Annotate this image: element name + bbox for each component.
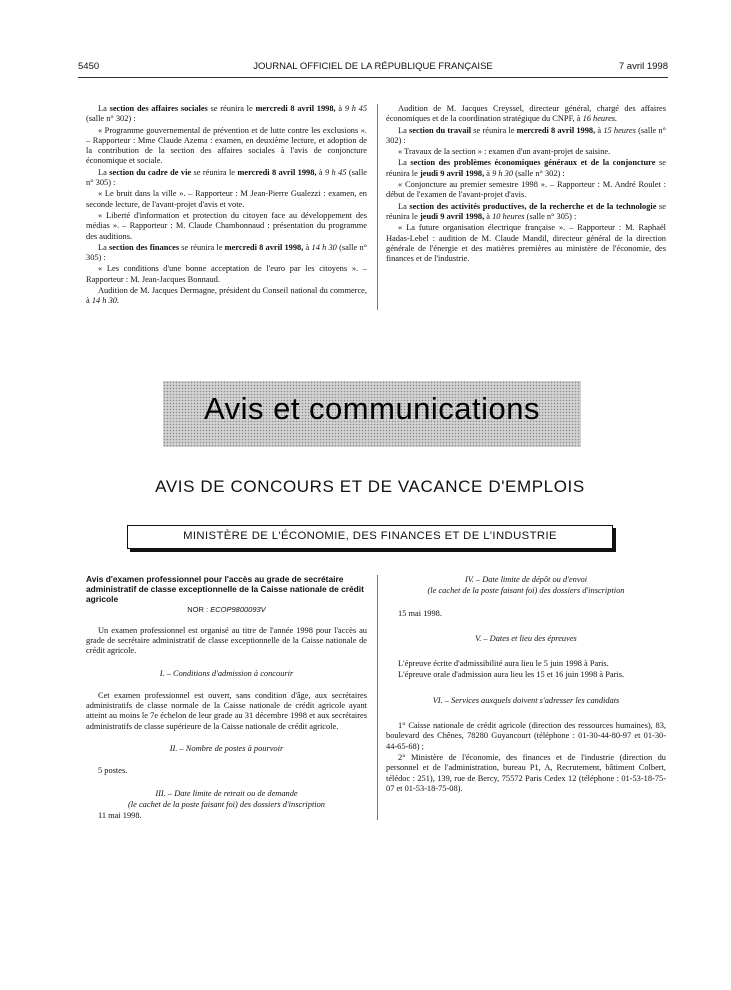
paragraph: Cet examen professionnel est ouvert, sans condition d'âge, aux secrétaires administratifs de classe normale de la Caisse nationale de crédit agricole ayant atteint au moins le 7e échelon de leur grade au 31 décembre 1998 et aux secrétaires administratifs de classe supérieure de la Caisse nationale de crédit agricole. [86,690,367,731]
page-number: 5450 [78,61,100,72]
paragraph: L'épreuve écrite d'admissibilité aura lieu le 5 juin 1998 à Paris. [398,659,609,669]
paragraph: « Liberté d'information et protection du citoyen face au développement des médias ». – Rapporteur : M. Claude Chambonnaud : présentation du programme des auditions. [86,210,367,241]
header-rule [78,77,668,78]
paragraph: « Conjoncture au premier semestre 1998 ». – Rapporteur : M. André Roulet : début de l'examen de l'avant-projet d'avis. [386,180,666,200]
bottom-right-column [386,575,666,795]
paragraph: « Programme gouvernemental de prévention et de lutte contre les exclusions ». – Rapporteur : Mme Claude Azema : examen, en deuxième lecture, et adoption de la contribution de la section des affaires sociales à l'avis de conjoncture économique et sociale. [86,125,367,166]
paragraph: 11 mai 1998. [98,811,142,821]
section-heading: IV. – Date limite de dépôt ou d'envoi [464,575,588,584]
paragraph: La section des activités productives, de la recherche et de la technologie se réunira le jeudi 9 avril 1998, à 10 heures (salle n° 305) : [386,201,666,221]
section-heading: V. – Dates et lieu des épreuves [475,633,577,643]
paragraph: La section des problèmes économiques généraux et de la conjoncture se réunira le jeudi 9 avril 1998, à 9 h 30 (salle n° 302) : [386,158,666,178]
paragraph: La section du travail se réunira le mercredi 8 avril 1998, à 15 heures (salle n° 302) : [386,125,666,145]
paragraph: 1° Caisse nationale de crédit agricole (direction des ressources humaines), 83, boulevard des Chênes, 78280 Guyancourt (téléphone : 01-30-44-80-97 et 01-30-44-65-68) ; [386,721,666,751]
ministry-box: MINISTÈRE DE L'ÉCONOMIE, DES FINANCES ET DE L'INDUSTRIE [127,525,613,549]
section-subheading: (le cachet de la poste faisant foi) des dossiers d'inscription [128,799,325,809]
top-right-column [386,104,666,265]
paragraph: La section des affaires sociales se réunira le mercredi 8 avril 1998, à 9 h 45 (salle n° 302) : [86,104,368,124]
column-divider-top [377,104,378,310]
paragraph: « Les conditions d'une bonne acceptation de l'euro par les citoyens ». – Rapporteur : M. Jean-Jacques Bonnaud. [86,264,367,284]
section-heading: III. – Date limite de retrait ou de demande [155,788,298,798]
paragraph: L'épreuve orale d'admission aura lieu les 15 et 16 juin 1998 à Paris. [398,670,625,680]
paragraph: 15 mai 1998. [398,608,442,618]
paragraph: « Travaux de la section » : examen d'un avant-projet de saisine. [398,147,611,157]
paragraph: « La future organisation électrique française ». – Rapporteur : M. Raphaël Hadas-Lebel : audition de M. Claude Mandil, directeur général de la direction générale de l'énergie et des matières premières au ministère de l'économie, des finances et de l'industrie. [386,223,666,264]
banner-title: Avis et communications [203,391,541,426]
section-subheading: (le cachet de la poste faisant foi) des dossiers d'inscription [427,586,625,596]
notice-title: Avis d'examen professionnel pour l'accès au grade de secrétaire administratif de classe exceptionnelle de la Caisse nationale de crédit agricole [86,574,364,604]
section-heading: VI. – Services auxquels doivent s'adresser les candidats [432,695,620,705]
paragraph: La section des finances se réunira le mercredi 8 avril 1998, à 14 h 30 (salle n° 305) : [86,242,367,263]
top-left-column [86,104,367,308]
paragraph: « Le bruit dans la ville ». – Rapporteur : M Jean-Pierre Gualezzi : examen, en seconde lecture, de l'avant-projet d'avis et vote. [86,189,367,209]
paragraph: Un examen professionnel est organisé au titre de l'année 1998 pour l'accès au grade de secrétaire administratif de classe exceptionnelle de la Caisse nationale de crédit agricole. [86,625,367,656]
bottom-left-column [86,575,367,823]
column-divider-bottom [377,575,378,820]
paragraph: Audition de M. Jacques Creyssel, directeur général, chargé des affaires économiques et de la coordination stratégique du CNPF, à 16 heures. [386,104,666,124]
paragraph: 2° Ministère de l'économie, des finances et de l'industrie (direction du personnel et de l'administration, bureau P1, A, Recrutement, bâtiment Colbert, télédoc : 251), 139, rue de Bercy, 75572 Paris Cedex 12 (téléphone : 01-53-18-75-07 et 01-53-18-75-08). [386,752,666,793]
paragraph: La section du cadre de vie se réunira le mercredi 8 avril 1998, à 9 h 45 (salle n° 305) : [86,167,367,188]
paragraph: Audition de M. Jacques Dermagne, président du Conseil national du commerce, à 14 h 30. [86,286,367,306]
nor-reference: NOR : ECOP9800093V [187,605,266,615]
avis-heading: AVIS DE CONCOURS ET DE VACANCE D'EMPLOIS [155,477,585,496]
section-heading: II. – Nombre de postes à pourvoir [169,744,284,754]
page-header [78,61,668,75]
journal-title: JOURNAL OFFICIEL DE LA RÉPUBLIQUE FRANÇAISE [253,61,493,72]
paragraph: 5 postes. [98,766,128,776]
section-heading: I. – Conditions d'admission à concourir [159,668,294,678]
issue-date: 7 avril 1998 [618,61,668,72]
